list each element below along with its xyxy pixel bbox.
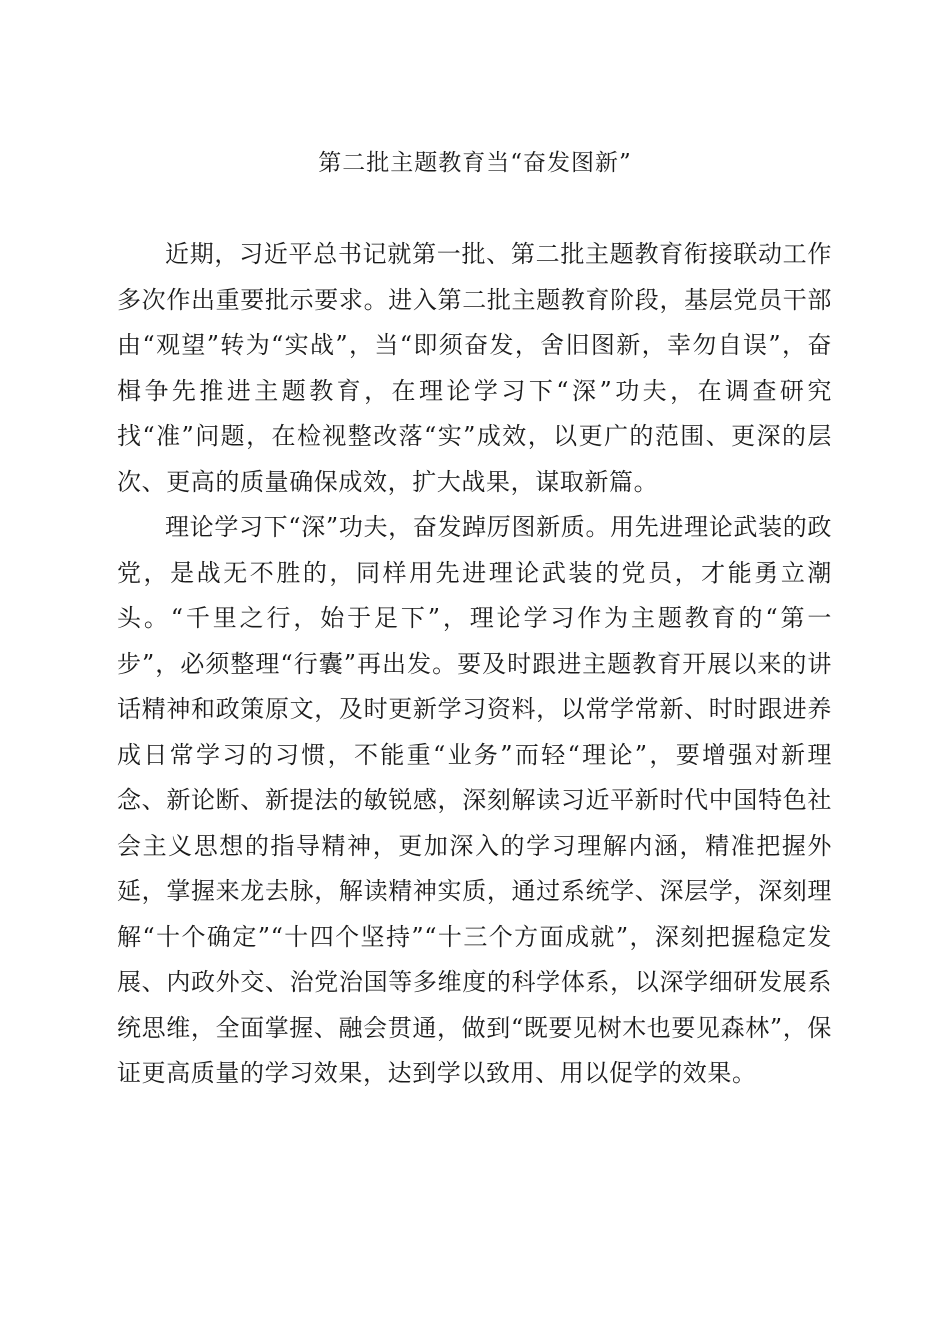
paragraph-theory-study: 理论学习下“深”功夫，奋发踔厉图新质。用先进理论武装的政党，是战无不胜的，同样用先进理论武装的党员，才能勇立潮头。“千里之行，始于足下”，理论学习作为主题教育的“第一步”，必须整理“行囊”再出发。要及时跟进主题教育开展以来的讲话精神和政策原文，及时更新学习资料，以常学常新、时时跟进养成日常学习的习惯，不能重“业务”而轻“理论”，要增强对新理念、新论断、新提法的敏锐感，深刻解读习近平新时代中国特色社会主义思想的指导精神，更加深入的学习理解内涵，精准把握外延，掌握来龙去脉，解读精神实质，通过系统学、深层学，深刻理解“十个确定”“十四个坚持”“十三个方面成就”，深刻把握稳定发展、内政外交、治党治国等多维度的科学体系，以深学细研发展系统思维，全面掌握、融会贯通，做到“既要见树木也要见森林”，保证更高质量的学习效果，达到学以致用、用以促学的效果。: [117, 513, 832, 1087]
document-title: 第二批主题教育当“奋发图新”: [318, 150, 632, 176]
paragraph-intro: 近期，习近平总书记就第一批、第二批主题教育衔接联动工作多次作出重要批示要求。进入第二批主题教育阶段，基层党员干部由“观望”转为“实战”，当“即须奋发，舍旧图新，幸勿自误”，奋楫争先推进主题教育，在理论学习下“深”功夫，在调查研究找“准”问题，在检视整改落“实”成效，以更广的范围、更深的层次、更高的质量确保成效，扩大战果，谋取新篇。: [117, 240, 832, 496]
document-body: [117, 232, 832, 1097]
